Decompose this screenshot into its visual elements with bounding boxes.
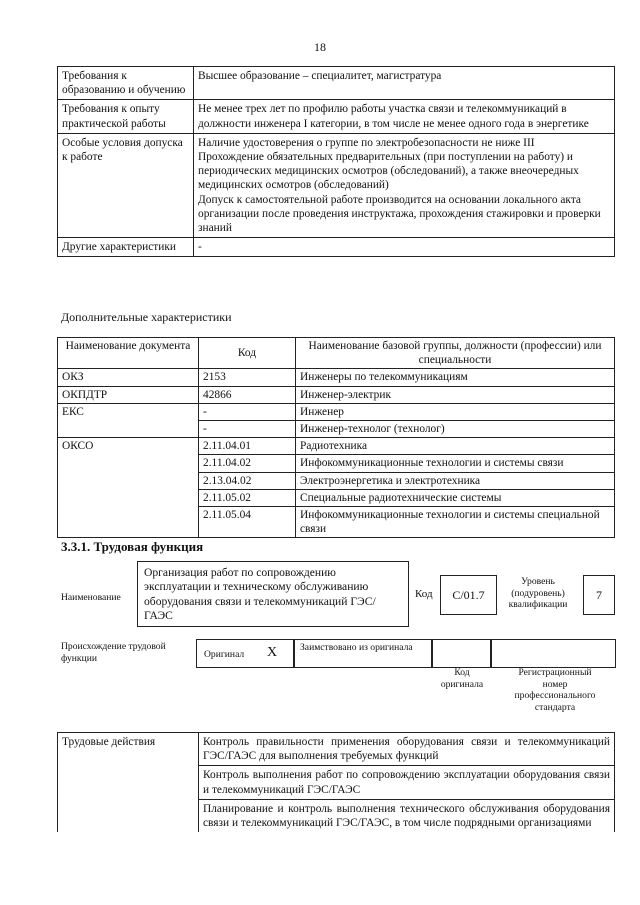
name-cell: Специальные радиотехнические системы xyxy=(296,489,615,506)
code-cell: 2.11.04.02 xyxy=(199,455,296,472)
name-cell: Инфокоммуникационные технологии и системы связи xyxy=(296,455,615,472)
table-row xyxy=(58,403,615,420)
code-cell: 2.11.04.01 xyxy=(199,438,296,455)
action-item: Планирование и контроль выполнения технического обслуживания оборудования связи и телекоммуникаций ГЭС/ГАЭС, в том числе подрядными организациями xyxy=(199,799,615,832)
value-line: Не менее трех лет по профилю работы участка связи и телекоммуникаций в должности инженера I категории, в том числе не менее одного года в энергетике xyxy=(198,103,589,130)
page-number: 18 xyxy=(314,40,326,54)
table-row xyxy=(58,733,615,766)
original-label: Оригинал xyxy=(204,649,245,660)
row-label: Особые условия допуска к работе xyxy=(58,133,194,237)
name-cell: Инженер-технолог (технолог) xyxy=(296,421,615,438)
code-cell: 2.13.04.02 xyxy=(199,472,296,489)
table-row xyxy=(58,438,615,455)
function-name: Организация работ по сопровождению эксплуатации и техническому обслуживанию оборудования связи и телекоммуникаций ГЭС/ГАЭС xyxy=(144,566,376,623)
code-cell: 2.11.05.02 xyxy=(199,489,296,506)
row-value xyxy=(194,67,615,100)
table-row xyxy=(58,133,615,237)
column-header: Наименование базовой группы, должности (профессии) или специальности xyxy=(296,338,615,369)
name-cell: Электроэнергетика и электротехника xyxy=(296,472,615,489)
reg-number-label: Регистрационный номер профессионального стандарта xyxy=(514,667,596,713)
column-header: Наименование документа xyxy=(58,338,199,369)
labor-actions-table xyxy=(57,732,615,832)
level-value: 7 xyxy=(583,575,615,615)
name-cell: Инженеры по телекоммуникациям xyxy=(296,369,615,386)
value-line: - xyxy=(198,241,202,254)
code-cell: 42866 xyxy=(199,386,296,403)
row-value xyxy=(194,133,615,237)
borrowed-label: Заимствовано из оригинала xyxy=(300,642,413,653)
level-label: Уровень (подуровень) квалификации xyxy=(508,576,568,610)
code-original-box xyxy=(431,639,492,668)
row-label: Другие характеристики xyxy=(58,238,194,257)
doc-cell: ОКЗ xyxy=(58,369,199,386)
reg-number-box xyxy=(490,639,616,668)
table-row xyxy=(58,67,615,100)
row-value xyxy=(194,238,615,257)
function-name-box xyxy=(137,561,409,627)
row-value xyxy=(194,100,615,133)
section-subtitle: Дополнительные характеристики xyxy=(61,310,232,324)
value-line: Прохождение обязательных предварительных (при поступлении на работу) и периодических медицинских осмотров (обследований), а также внеочередных медицинских осмотров (обследований) xyxy=(198,151,579,192)
code-value: С/01.7 xyxy=(440,575,497,615)
value-line: Высшее образование – специалитет, магистратура xyxy=(198,70,442,82)
code-cell: 2153 xyxy=(199,369,296,386)
table-row xyxy=(58,100,615,133)
name-cell: Инфокоммуникационные технологии и системы специальной связи xyxy=(296,507,615,538)
doc-cell: ОКПДТР xyxy=(58,386,199,403)
column-header: Код xyxy=(199,338,296,369)
action-item: Контроль правильности применения оборудования связи и телекоммуникаций ГЭС/ГАЭС для выполнения требуемых функций xyxy=(199,733,615,766)
code-cell: - xyxy=(199,421,296,438)
borrowed-cell xyxy=(293,639,433,668)
row-label: Требования к образованию и обучению xyxy=(58,67,194,100)
name-cell: Радиотехника xyxy=(296,438,615,455)
action-item: Контроль выполнения работ по сопровождению эксплуатации оборудования связи и телекоммуникаций ГЭС/ГАЭС xyxy=(199,766,615,799)
name-label: Наименование xyxy=(61,592,121,603)
section-heading: 3.3.1. Трудовая функция xyxy=(61,539,204,554)
additional-table xyxy=(57,337,615,538)
table-row xyxy=(58,369,615,386)
row-label: Требования к опыту практической работы xyxy=(58,100,194,133)
code-original-label: Код оригинала xyxy=(440,667,484,690)
name-cell: Инженер-электрик xyxy=(296,386,615,403)
name-cell: Инженер xyxy=(296,403,615,420)
code-cell: 2.11.05.04 xyxy=(199,507,296,538)
header-row xyxy=(58,338,615,369)
code-label: Код xyxy=(415,588,433,600)
value-line: Наличие удостоверения о группе по электробезопасности не ниже III xyxy=(198,136,535,149)
value-line: Допуск к самостоятельной работе производится на основании локального акта организации после проведения инструктажа, прохождения стажировки и проверки знаний xyxy=(198,193,601,235)
table-row xyxy=(58,238,615,257)
original-cell xyxy=(196,639,295,668)
doc-cell: ЕКС xyxy=(58,403,199,437)
table-row xyxy=(58,386,615,403)
code-cell: - xyxy=(199,403,296,420)
labor-actions-label: Трудовые действия xyxy=(58,733,199,833)
origin-label: Происхождение трудовой функции xyxy=(61,641,166,664)
requirements-table xyxy=(57,66,615,257)
doc-cell: ОКСО xyxy=(58,438,199,538)
original-mark: X xyxy=(267,645,278,660)
